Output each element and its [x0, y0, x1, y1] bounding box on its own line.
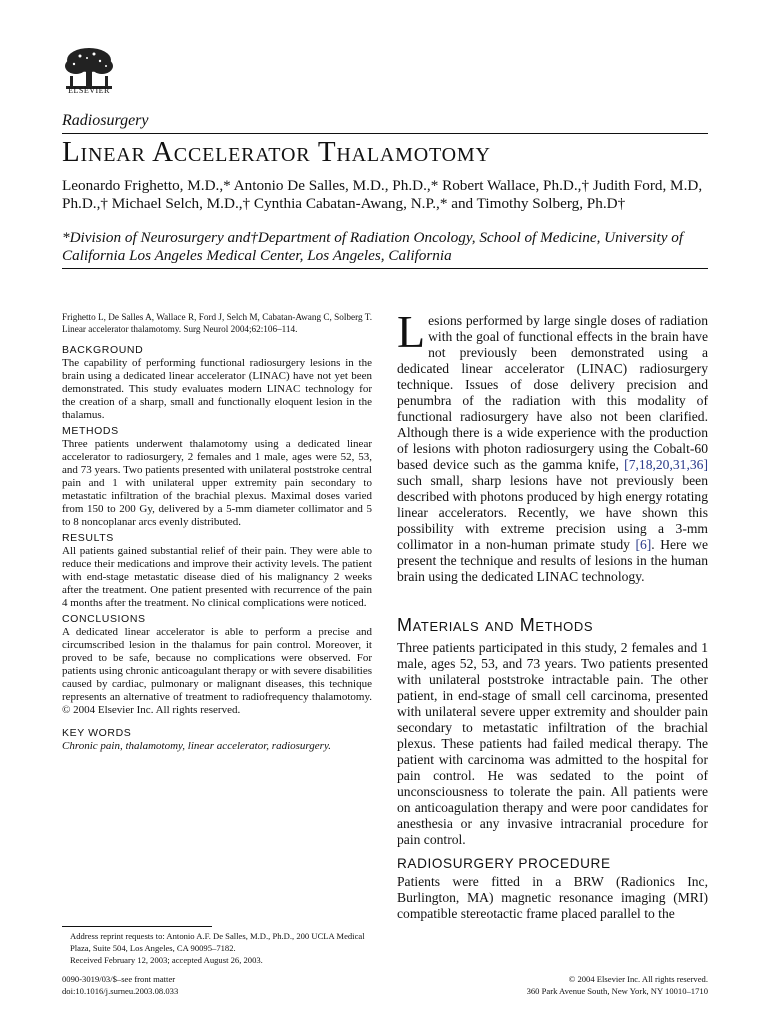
methods-heading: Materials and Methods: [397, 615, 594, 635]
abstract-heading-methods: METHODS: [62, 425, 119, 437]
footnote: [62, 930, 374, 966]
abstract-text-conclusions: A dedicated linear accelerator is able to perform a precise and circumscribed lesion in the thalamus for pain control. Moreover, it proved to be safe, because no complications were observed. For patients using chronic anticoagulant therapy or with severe disabilities caused by cardiac, pulmonary or malignant diseases, this technique represents an alternative of treatment to radiofrequency thalamotomy. © 2004 Elsevier Inc. All rights reserved.: [62, 626, 372, 716]
abstract: [62, 311, 372, 753]
affiliation: *Division of Neurosurgery and†Department of Radiation Oncology, School of Medicine, University of California Los Angeles Medical Center, Los Angeles, California: [62, 229, 684, 264]
header-rule: [62, 133, 708, 134]
abstract-heading-results: RESULTS: [62, 532, 114, 544]
keywords-heading: KEY WORDS: [62, 727, 132, 739]
citation-link-2[interactable]: [6]: [635, 537, 652, 552]
doi: doi:10.1016/j.surneu.2003.08.033: [62, 986, 179, 996]
citation-link-1[interactable]: [7,18,20,31,36]: [624, 457, 708, 472]
footnote-rule: [62, 926, 212, 927]
abstract-text-methods: Three patients underwent thalamotomy using a dedicated linear accelerator to radiosurgery, 2 females and 1 male, ages were 52, 53, and 73 years. Two patients presented with unilateral poststroke central pain and 1 with unilateral upper extremity pain secondary to metastatic infiltration of the brachial plexus. Maximal doses varied from 150 to 200 Gy, delivered by a 5-mm diameter collimator and 5 to 8 noncoplanar arcs evenly distributed.: [62, 438, 372, 528]
abstract-heading-conclusions: CONCLUSIONS: [62, 613, 146, 625]
intro-text-1: esions performed by large single doses of radiation with the goal of functional effects in the brain have not previously been demonstrated using a dedicated linear accelerator (LINAC) radiosurgery technique. Issues of dose delivery precision and penumbra of the radiation with this modality of functional radiosurgery have also not been clarified. Although there is a wide experience with the production of lesions with photon radiosurgery using the Cobalt-60 based device such as the gamma knife,: [397, 313, 708, 472]
abstract-text-background: The capability of performing functional radiosurgery lesions in the brain using a dedicated linear accelerator (LINAC) have not yet been demonstrated. This study evaluates modern LINAC technology for the creation of a sharp, small and functionally eloquent lesion in the thalamus.: [62, 357, 372, 421]
drop-cap: L: [397, 306, 426, 357]
publisher-address: 360 Park Avenue South, New York, NY 10010–1710: [526, 986, 708, 996]
abstract-heading-background: BACKGROUND: [62, 344, 144, 356]
publisher-name: ELSEVIER: [68, 86, 110, 95]
section-label: Radiosurgery: [62, 112, 149, 129]
issn: 0090-3019/03/$–see front matter: [62, 974, 176, 984]
author-list: Leonardo Frighetto, M.D.,* Antonio De Salles, M.D., Ph.D.,* Robert Wallace, Ph.D.,† Judith Ford, M.D, Ph.D.,† Michael Selch, M.D.,† Cynthia Cabatan-Awang, N.P.,* and Timothy Solberg, Ph.D†: [62, 177, 703, 212]
procedure-paragraph: Patients were fitted in a BRW (Radionics Inc, Burlington, MA) magnetic resonance imaging (MRI) compatible stereotactic frame placed parallel to the: [397, 874, 708, 921]
intro-paragraph: [397, 306, 708, 585]
reprint-note: Address reprint requests to: Antonio A.F. De Salles, M.D., Ph.D., 200 UCLA Medical Plaza, Suite 504, Los Angeles, CA 90095–7182.: [70, 931, 365, 953]
footer-right: [527, 973, 708, 997]
methods-paragraph: Three patients participated in this study, 2 females and 1 male, ages 52, 53, and 73 years. Two patients presented with unilateral poststroke intractable pain. The other patient, in end-stage of small cell carcinoma, presented with unilateral severe upper extremity and shoulder pain secondary to metastatic infiltration of the brachial plexus. These patients had failed medical therapy. The patient with carcinoma was admitted to the hospital for pain control. He was sedated to the point of unconsciousness to tolerate the pain. All patients were on anticoagulation therapy and were poor candidates for anesthesia or any invasive intracranial procedure for pain control.: [397, 640, 708, 847]
received-note: Received February 12, 2003; accepted August 26, 2003.: [70, 955, 263, 965]
footer-left: [62, 973, 178, 997]
body-text: [397, 306, 708, 922]
copyright: © 2004 Elsevier Inc. All rights reserved.: [568, 974, 708, 984]
intro-text-2: such small, sharp lesions have not previously been described with photons produced by high energy rotating linear accelerators. Recently, we have shown this possibility with extreme precision using a 3-mm collimator in a non-human primate study: [397, 473, 708, 552]
citation: Frighetto L, De Salles A, Wallace R, Ford J, Selch M, Cabatan-Awang C, Solberg T. Linear accelerator thalamotomy. Surg Neurol 2004;62:106–114.: [62, 312, 372, 334]
abstract-text-results: All patients gained substantial relief of their pain. They were able to reduce their medications and improve their activity levels. The patient with end-stage metastatic disease died of his malignancy 2 weeks after the treatment. One patient presented with recurrence of the pain 4 months after the treatment. No clinical complications were noticed.: [62, 545, 372, 609]
intro-text-3: . Here we present the technique and results of lesions in the human brain using the dedicated LINAC technology.: [397, 537, 708, 584]
article-title: Linear Accelerator Thalamotomy: [62, 136, 491, 168]
header-bottom-rule: [62, 268, 708, 269]
keywords: Chronic pain, thalamotomy, linear accelerator, radiosurgery.: [62, 740, 331, 752]
procedure-heading: RADIOSURGERY PROCEDURE: [397, 856, 611, 871]
